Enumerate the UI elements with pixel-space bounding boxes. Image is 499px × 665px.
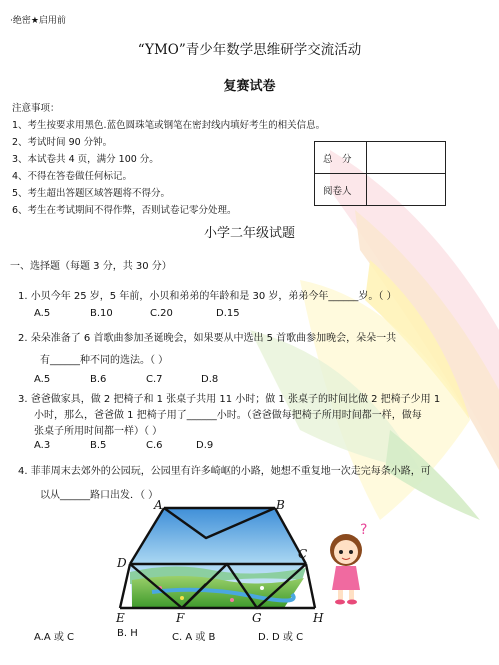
question-1-text: 1. 小贝今年 25 岁，5 年前，小贝和弟弟的年龄和是 30 岁，弟弟今年______岁。（ ） bbox=[18, 291, 397, 302]
section-heading: 一、选择题（每题 3 分，共 30 分） bbox=[10, 261, 172, 272]
question-2-option-b: B.6 bbox=[90, 374, 107, 385]
question-2-option-c: C.7 bbox=[146, 374, 163, 385]
question-2-option-d: D.8 bbox=[201, 374, 219, 385]
question-3-option-a: A.3 bbox=[34, 440, 51, 451]
note-item: 3、本试卷共 4 页，满分 100 分。 bbox=[12, 154, 159, 165]
note-item: 5、考生超出答题区域答题将不得分。 bbox=[12, 188, 171, 199]
exam-subtitle: 复赛试卷 bbox=[223, 79, 276, 94]
vertex-b-label: B bbox=[276, 500, 285, 512]
note-item: 4、不得在答卷做任何标记。 bbox=[12, 171, 133, 182]
question-3-text: 3. 爸爸做家具，做 2 把椅子和 1 张桌子共用 11 小时；做 1 张桌子的时间比做 2 把椅子少用 1 bbox=[18, 394, 441, 405]
question-2-option-a: A.5 bbox=[34, 374, 51, 385]
note-item: 1、考生按要求用黑色.蓝色圆珠笔或钢笔在密封线内填好考生的相关信息。 bbox=[12, 120, 326, 131]
park-scene bbox=[130, 508, 306, 608]
total-score-label: 总 分 bbox=[315, 142, 367, 174]
page-title: “YMO”青少年数学思维研学交流活动 bbox=[137, 42, 362, 58]
table-row bbox=[315, 142, 446, 174]
grade-title: 小学二年级试题 bbox=[203, 226, 295, 241]
total-score-value[interactable] bbox=[367, 142, 446, 174]
question-4-option-c: C. A 或 B bbox=[172, 632, 216, 643]
question-3-text-cont: 张桌子所用时间都一样）（ ） bbox=[34, 426, 163, 437]
vertex-f-label: F bbox=[176, 611, 185, 625]
question-4-option-b: B. H bbox=[117, 628, 138, 639]
vertex-c-label: C bbox=[298, 547, 308, 561]
question-1-option-a: A.5 bbox=[34, 308, 51, 319]
grader-value[interactable] bbox=[367, 174, 446, 206]
question-3-option-d: D.9 bbox=[196, 440, 214, 451]
grader-label: 阅卷人 bbox=[315, 174, 367, 206]
vertex-a-label: A bbox=[154, 500, 163, 512]
question-1-option-c: C.20 bbox=[150, 308, 173, 319]
vertex-g-label: G bbox=[252, 611, 262, 625]
question-3-option-b: B.5 bbox=[90, 440, 107, 451]
girl-cartoon-icon bbox=[330, 522, 367, 605]
question-4-option-d: D. D 或 C bbox=[258, 632, 304, 643]
note-item: 2、考试时间 90 分钟。 bbox=[12, 137, 113, 148]
question-2-text: 2. 朵朵准备了 6 首歌曲参加圣诞晚会，如果要从中选出 5 首歌曲参加晚会，朵朵一共 bbox=[18, 333, 397, 344]
vertex-e-label: E bbox=[116, 611, 125, 625]
question-2-text-cont: 有______种不同的选法。（ ） bbox=[40, 355, 169, 366]
notes-heading: 注意事项： bbox=[12, 103, 60, 114]
question-1-option-d: D.15 bbox=[216, 308, 240, 319]
question-4-text-cont: 以从______路口出发．（ ） bbox=[40, 490, 159, 501]
question-4-option-a: A.A 或 C bbox=[34, 632, 75, 643]
question-1-option-b: B.10 bbox=[90, 308, 113, 319]
table-row bbox=[315, 174, 446, 206]
question-3-text-cont: 小时，那么，爸爸做 1 把椅子用了______小时。（爸爸做每把椅子所用时间都一样，做每 bbox=[34, 410, 422, 421]
question-4-text: 4. 菲菲周末去郊外的公园玩，公园里有许多崎岖的小路，她想不重复地一次走完每条小路，可 bbox=[18, 466, 431, 477]
question-3-option-c: C.6 bbox=[146, 440, 163, 451]
park-paths-figure bbox=[112, 500, 382, 625]
question-mark-label: ? bbox=[360, 522, 368, 538]
note-item: 6、考生在考试期间不得作弊，否则试卷记零分处理。 bbox=[12, 205, 237, 216]
confidential-label: ·绝密★启用前 bbox=[10, 16, 66, 26]
vertex-h-label: H bbox=[313, 611, 324, 625]
vertex-d-label: D bbox=[117, 556, 127, 570]
score-table bbox=[314, 141, 446, 206]
